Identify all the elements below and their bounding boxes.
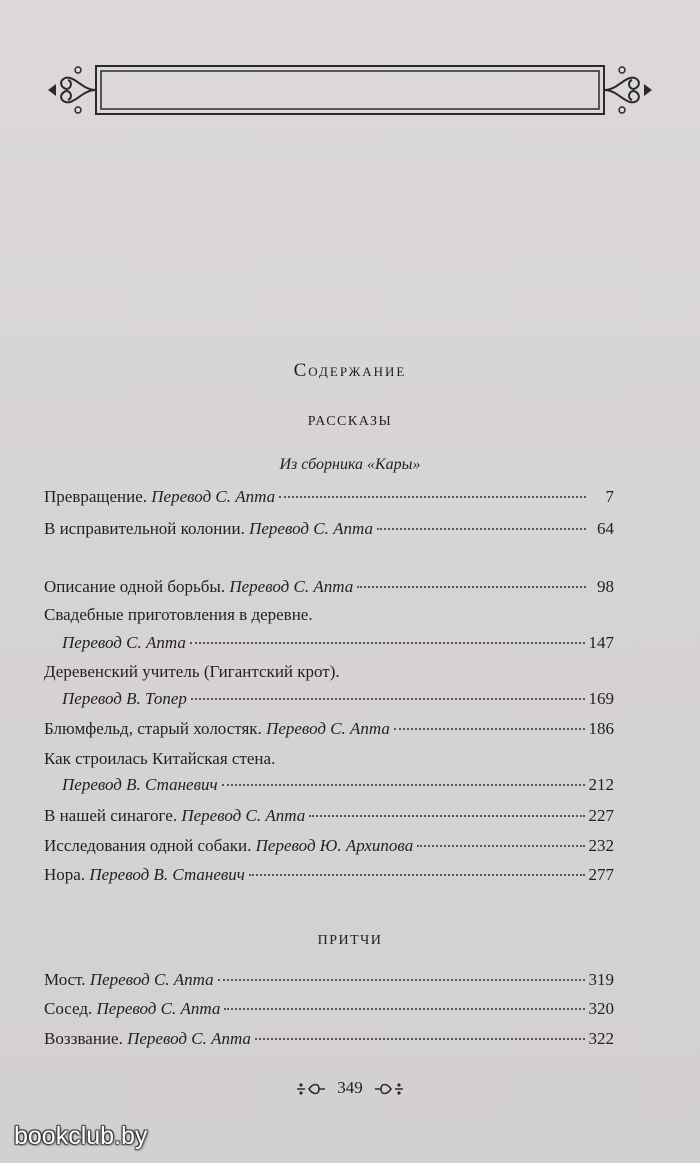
toc-entry[interactable] (62, 688, 614, 710)
entry-translator: Перевод С. Апта (96, 999, 221, 1018)
page-title: Содержание (293, 360, 407, 381)
toc-entry[interactable] (44, 718, 614, 740)
entry-page-number: 212 (588, 775, 614, 794)
leader-dots (417, 845, 584, 847)
entry-title: Нора. (44, 865, 90, 884)
entry-title: Как строилась Китайская стена. (44, 749, 276, 768)
toc-entry[interactable] (44, 576, 614, 598)
entry-translator: Перевод Ю. Архипова (255, 836, 414, 855)
entry-translator: Перевод В. Станевич (62, 775, 218, 794)
entry-translator: Перевод С. Апта (151, 487, 276, 506)
leader-dots (191, 698, 585, 700)
entry-page-number: 277 (588, 865, 614, 884)
leader-dots (357, 586, 586, 588)
leader-dots (218, 979, 585, 981)
page-number: 349 (337, 1078, 363, 1097)
entry-page-number: 98 (597, 577, 614, 596)
entry-page-number: 320 (588, 999, 614, 1018)
folio-ornament-left-icon (295, 1080, 327, 1098)
toc-entry[interactable] (44, 1028, 614, 1050)
section-subheading-collection: Из сборника «Кары» (279, 456, 421, 473)
entry-page-number: 64 (597, 519, 614, 538)
toc-entry[interactable] (44, 864, 614, 886)
leader-dots (394, 728, 585, 730)
entry-page-number: 319 (588, 970, 614, 989)
page-folio (0, 1078, 700, 1098)
entry-page-number: 169 (588, 689, 614, 708)
entry-translator: Перевод С. Апта (127, 1029, 251, 1048)
entry-translator: Перевод С. Апта (181, 806, 306, 825)
entry-page-number: 7 (605, 487, 614, 506)
entry-translator: Перевод С. Апта (229, 577, 354, 596)
entry-page-number: 147 (588, 633, 614, 652)
toc-entry[interactable] (44, 969, 614, 991)
watermark-text: bookclub.by (14, 1122, 148, 1150)
entry-title: Воззвание. (44, 1029, 128, 1048)
leader-dots (309, 815, 584, 817)
toc-entry[interactable] (44, 518, 614, 540)
entry-page-number: 232 (588, 836, 614, 855)
section-heading-parables: ПРИТЧИ (317, 933, 383, 948)
entry-translator: Перевод С. Апта (266, 719, 390, 738)
entry-title: Свадебные приготовления в деревне. (44, 605, 313, 624)
entry-page-number: 322 (588, 1029, 614, 1048)
entry-title: Мост. (44, 970, 90, 989)
toc-entry[interactable] (44, 805, 614, 827)
toc-entry[interactable] (44, 486, 614, 508)
entry-page-number: 186 (588, 719, 614, 738)
toc-entry[interactable] (62, 774, 614, 796)
entry-title: Превращение. (44, 487, 152, 506)
folio-ornament-right-icon (373, 1080, 405, 1098)
entry-title: Блюмфельд, старый холостяк. (44, 719, 267, 738)
leader-dots (224, 1008, 584, 1010)
entry-translator: Перевод С. Апта (62, 633, 186, 652)
entry-translator: Перевод В. Топер (62, 689, 187, 708)
entry-title: В нашей синагоге. (44, 806, 182, 825)
leader-dots (222, 784, 585, 786)
entry-translator: Перевод В. Станевич (89, 865, 245, 884)
toc-entry[interactable] (62, 632, 614, 654)
leader-dots (377, 528, 586, 530)
entry-title: Деревенский учитель (Гигантский крот). (44, 662, 340, 681)
toc-entry[interactable] (44, 835, 614, 857)
decorative-frame-ornament (44, 60, 656, 120)
entry-translator: Перевод С. Апта (89, 970, 214, 989)
entry-title: Исследования одной собаки. (44, 836, 256, 855)
leader-dots (279, 496, 586, 498)
entry-title: В исправительной колонии. (44, 519, 250, 538)
entry-title: Сосед. (44, 999, 97, 1018)
entry-page-number: 227 (588, 806, 614, 825)
leader-dots (190, 642, 585, 644)
toc-entry[interactable] (44, 998, 614, 1020)
entry-title: Описание одной борьбы. (44, 577, 230, 596)
section-heading-stories: РАССКАЗЫ (307, 414, 393, 429)
leader-dots (249, 874, 585, 876)
entry-translator: Перевод С. Апта (249, 519, 373, 538)
leader-dots (255, 1038, 585, 1040)
